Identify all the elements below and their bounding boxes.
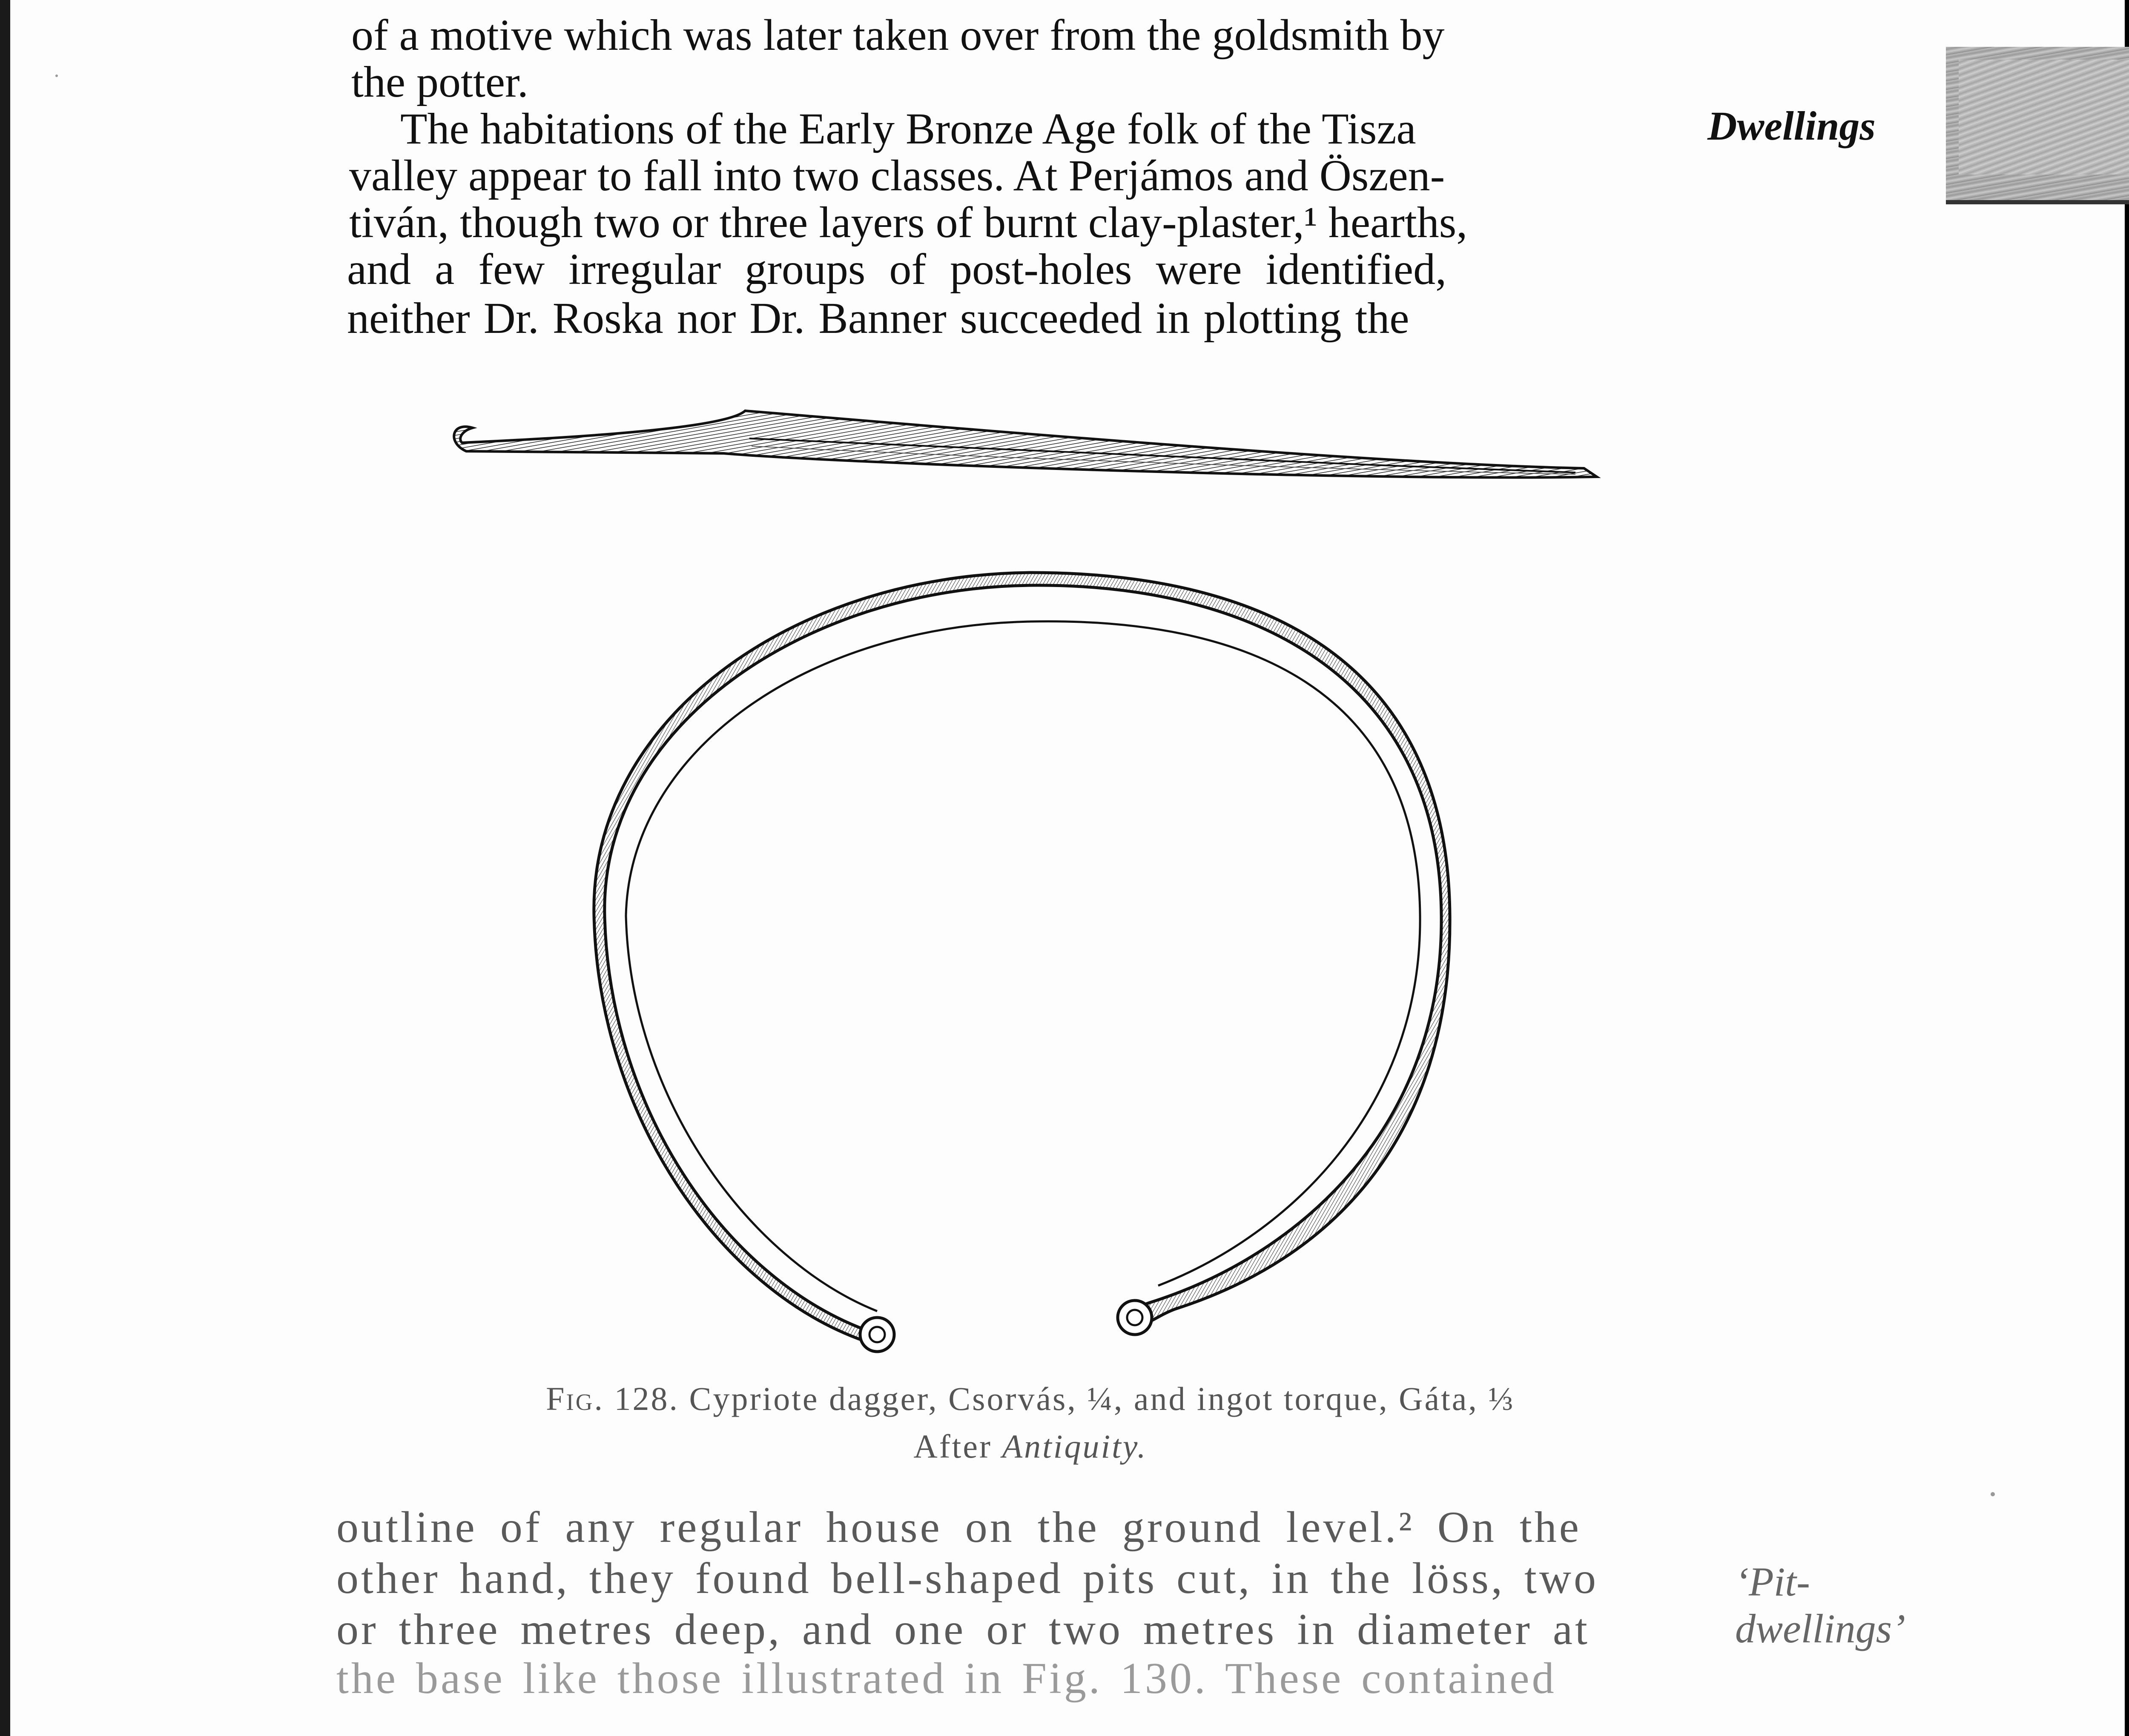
body-line-11: the base like those illustrated in Fig. 130. These contained: [336, 1654, 1557, 1703]
scan-speck: [55, 74, 58, 77]
body-line-1: of a motive which was later taken over from the goldsmith by: [351, 11, 1445, 60]
body-line-9: other hand, they found bell-shaped pits cut, in the löss, two: [336, 1554, 1599, 1603]
caption-line-1: [456, 1375, 1605, 1423]
scan-speck: [1991, 1492, 1995, 1496]
body-line-2: the potter.: [351, 57, 528, 106]
body-line-5: tiván, though two or three layers of burnt clay-plaster,¹ hearths,: [349, 198, 1468, 247]
margin-note-dwellings: Dwellings: [1707, 103, 1876, 149]
body-line-4: valley appear to fall into two classes. At Perjámos and Öszen-: [349, 151, 1445, 200]
body-line-10: or three metres deep, and one or two metres in diameter at: [336, 1605, 1590, 1654]
body-line-6: and a few irregular groups of post-holes were identified,: [347, 245, 1447, 294]
caption-line-2: [456, 1423, 1605, 1470]
body-line-3: The habitations of the Early Bronze Age folk of the Tisza: [400, 104, 1416, 153]
body-line-8: outline of any regular house on the ground level.² On the: [336, 1503, 1581, 1552]
cypriote-dagger-drawing: [454, 411, 1597, 478]
margin-note-dwellings-bottom: dwellings’: [1735, 1606, 1905, 1651]
body-line-7: neither Dr. Roska nor Dr. Banner succeeded in plotting the: [347, 294, 1409, 343]
ingot-torque-drawing: [594, 573, 1450, 1352]
caption-source: Antiquity.: [1002, 1428, 1148, 1465]
caption-text: Cypriote dagger, Csorvás, ¼, and ingot torque, Gáta, ⅓: [689, 1380, 1515, 1417]
caption-fig-label: Fig. 128.: [546, 1380, 680, 1417]
margin-note-pit: ‘Pit-: [1735, 1559, 1810, 1604]
figure-caption: [456, 1375, 1605, 1470]
caption-after: After: [913, 1428, 992, 1465]
